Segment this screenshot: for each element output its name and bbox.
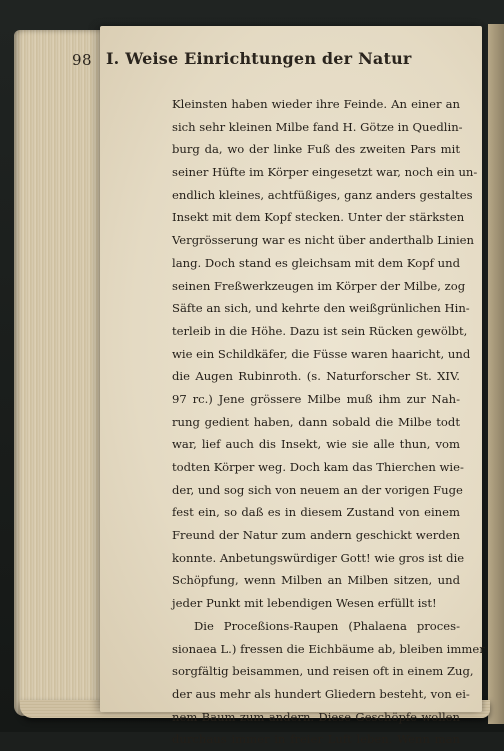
text-line: sorgfältig beisammen, und reisen oft in einem Zug,	[172, 664, 474, 679]
text-line: sionaea L.) fressen die Eichbäume ab, bleiben immer	[172, 641, 485, 656]
text-line: Säfte an sich, und kehrte den weißgrünlichen Hin-	[172, 301, 470, 316]
text-line: todten Körper weg. Doch kam das Thierchen wie-	[172, 460, 464, 474]
text-line: die Augen Rubinroth. (s. Naturforscher St. XIV.	[172, 369, 460, 384]
text-line: 97 rc.) Jene grössere Milbe muß ihm zur Nah-	[172, 391, 460, 406]
page-number: 98	[72, 51, 93, 69]
text-line: jeder Punkt mit lebendigen Wesen erfüllt ist!	[172, 596, 437, 611]
text-line: endlich kleines, achtfüßiges, ganz anders gestaltes	[172, 187, 473, 202]
text-line: Schöpfung, wenn Milben an Milben sitzen, und	[172, 573, 460, 588]
text-line: seiner Hüfte im Körper eingesetzt war, noch ein un-	[172, 165, 478, 180]
text-line: nem Baum zum andern. Diese Geschöpfe wollen	[172, 709, 460, 724]
text-line: fest ein, so daß es in diesem Zustand von einem	[172, 505, 460, 520]
page-stack-edge	[14, 30, 110, 716]
text-line: seinen Freßwerkzeugen im Körper der Milbe, zog	[172, 278, 466, 293]
text-line: durchaus immer in freier Luft leben. Wenn man	[172, 732, 460, 747]
text-line: Die Proceßions-Raupen (Phalaena proces-	[194, 618, 460, 633]
text-line: der, und sog sich von neuem an der vorigen Fuge	[172, 482, 463, 497]
running-head: I. Weise Einrichtungen der Natur	[106, 49, 412, 68]
text-line: konnte. Anbetungswürdiger Gott! wie gros ist die	[172, 550, 465, 565]
text-line: Kleinsten haben wieder ihre Feinde. An einer an	[172, 97, 460, 111]
text-line: lang. Doch stand es gleichsam mit dem Kopf und	[172, 255, 460, 270]
page-header	[72, 49, 432, 75]
body-text	[172, 93, 485, 751]
text-line: der aus mehr als hundert Gliedern besteht, von ei-	[172, 686, 470, 701]
text-line: sich sehr kleinen Milbe fand H. Götze in Quedlin-	[172, 119, 463, 134]
text-line: Insekt mit dem Kopf stecken. Unter der stärksten	[172, 210, 465, 225]
text-line: war, lief auch dis Insekt, wie sie alle thun, vom	[172, 437, 460, 452]
text-line: Vergrösserung war es nicht über anderthalb Linien	[172, 233, 474, 248]
text-line: rung gedient haben, dann sobald die Milbe todt	[172, 414, 460, 429]
facing-page-edge	[488, 24, 504, 724]
text-line: wie ein Schildkäfer, die Füsse waren haaricht, und	[172, 346, 471, 361]
text-line: Freund der Natur zum andern geschickt werden	[172, 528, 460, 543]
text-line: burg da, wo der linke Fuß des zweiten Pars mit	[172, 142, 460, 157]
text-line: terleib in die Höhe. Dazu ist sein Rücken gewölbt,	[172, 323, 468, 338]
